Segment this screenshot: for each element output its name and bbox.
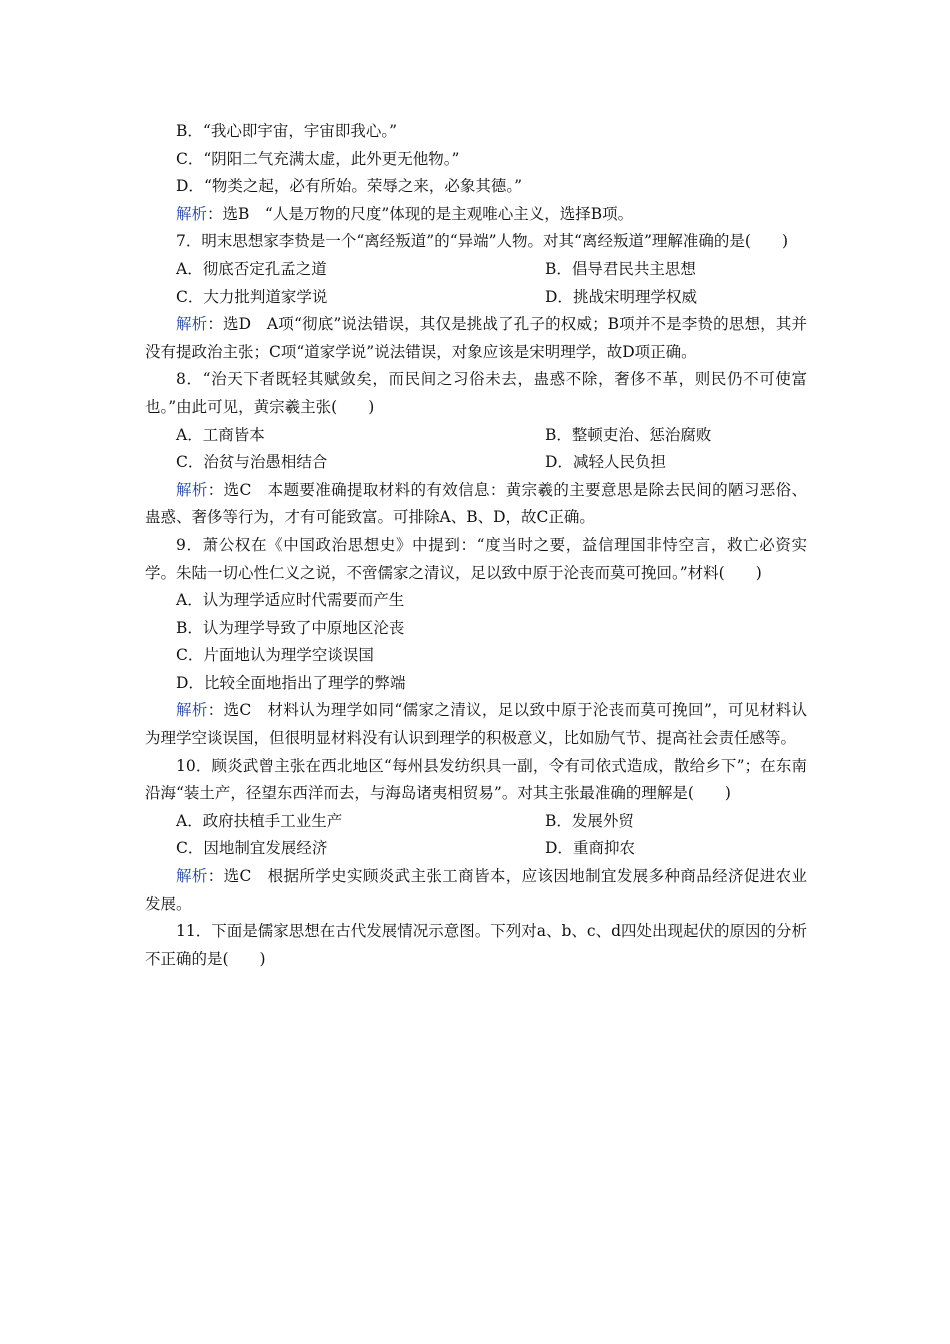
- q9-option-b: B．认为理学导致了中原地区沦丧: [176, 618, 405, 637]
- q7-option-d: D．挑战宋明理学权威: [545, 287, 697, 306]
- q6-option-b: B．“我心即宇宙，宇宙即我心。”: [176, 122, 397, 140]
- q7-options-row-2: [145, 284, 807, 312]
- analysis-label: 解析: [176, 480, 208, 499]
- q9-option-a: A．认为理学适应时代需要而产生: [176, 591, 405, 610]
- q8-option-a: A．工商皆本: [176, 425, 265, 444]
- q10-option-c: C．因地制宜发展经济: [176, 839, 328, 858]
- q6-option-c: C．“阴阳二气充满太虚，此外更无他物。”: [176, 149, 460, 168]
- q10-option-a: A．政府扶植手工业生产: [176, 811, 343, 830]
- q9-stem: 9．萧公权在《中国政治思想史》中提到：“度当时之要，益信理国非恃空言，救亡必资实学。朱陆一切心性仁义之说，不啻儒家之清议，足以致中原于沦丧而莫可挽回。”材料( ): [145, 535, 807, 582]
- q7-analysis: 解析：选D A项“彻底”说法错误，其仅是挑战了孔子的权威；B项并不是李贽的思想，其并没有提政治主张；C项“道家学说”说法错误，对象应该是宋明理学，故D项正确。: [145, 315, 807, 361]
- q10-analysis: 解析：选C 根据所学史实顾炎武主张工商皆本，应该因地制宜发展多种商品经济促进农业发展。: [145, 867, 807, 913]
- q7-option-a: A．彻底否定孔孟之道: [176, 259, 327, 278]
- q11-stem: 11．下面是儒家思想在古代发展情况示意图。下列对a、b、c、d四处出现起伏的原因的分析不正确的是( ): [145, 922, 807, 968]
- q8-option-b: B．整顿吏治、惩治腐败: [545, 425, 712, 444]
- q6-analysis: 解析：选B “人是万物的尺度”体现的是主观唯心主义，选择B项。: [176, 204, 634, 223]
- q9-option-d: D．比较全面地指出了理学的弊端: [176, 673, 406, 692]
- q10-option-d: D．重商抑农: [545, 839, 635, 858]
- q7-option-c: C．大力批判道家学说: [176, 287, 328, 306]
- q8-options-row-1: [145, 422, 807, 450]
- analysis-label: 解析: [176, 701, 208, 720]
- q8-option-c: C．治贫与治愚相结合: [176, 453, 328, 472]
- q10-options-row-1: [145, 808, 807, 836]
- q10-options-row-2: [145, 835, 807, 863]
- analysis-label: 解析: [176, 867, 208, 886]
- q10-option-b: B．发展外贸: [545, 811, 634, 830]
- q7-option-b: B．倡导君民共主思想: [545, 259, 696, 278]
- analysis-label: 解析: [176, 204, 208, 223]
- q6-option-d: D．“物类之起，必有所始。荣辱之来，必象其德。”: [176, 177, 523, 196]
- q8-analysis: 解析：选C 本题要准确提取材料的有效信息：黄宗羲的主要意思是除去民间的陋习恶俗、蛊惑、奢侈等行为，才有可能致富。可排除A、B、D，故C正确。: [145, 480, 807, 527]
- q9-analysis: 解析：选C 材料认为理学如同“儒家之清议，足以致中原于沦丧而莫可挽回”，可见材料认为理学空谈误国，但很明显材料没有认识到理学的积极意义，比如励气节、提高社会责任感等。: [145, 701, 807, 748]
- analysis-label: 解析: [176, 315, 208, 334]
- document-page: [145, 118, 807, 973]
- q7-options-row-1: [145, 256, 807, 284]
- q10-stem: 10．顾炎武曾主张在西北地区“每州县发纺织具一副，令有司依式造成，散给乡下”；在东南沿海“装土产，径望东西洋而去，与海岛诸夷相贸易”。对其主张最准确的理解是( ): [145, 756, 807, 803]
- q8-option-d: D．减轻人民负担: [545, 453, 666, 472]
- q7-stem: 7．明末思想家李贽是一个“离经叛道”的“异端”人物。对其“离经叛道”理解准确的是( ): [176, 232, 789, 251]
- q9-option-c: C．片面地认为理学空谈误国: [176, 646, 374, 665]
- q8-options-row-2: [145, 449, 807, 477]
- q8-stem: 8．“治天下者既轻其赋敛矣，而民间之习俗未去，蛊惑不除，奢侈不革，则民仍不可使富也。”由此可见，黄宗羲主张( ): [145, 370, 807, 416]
